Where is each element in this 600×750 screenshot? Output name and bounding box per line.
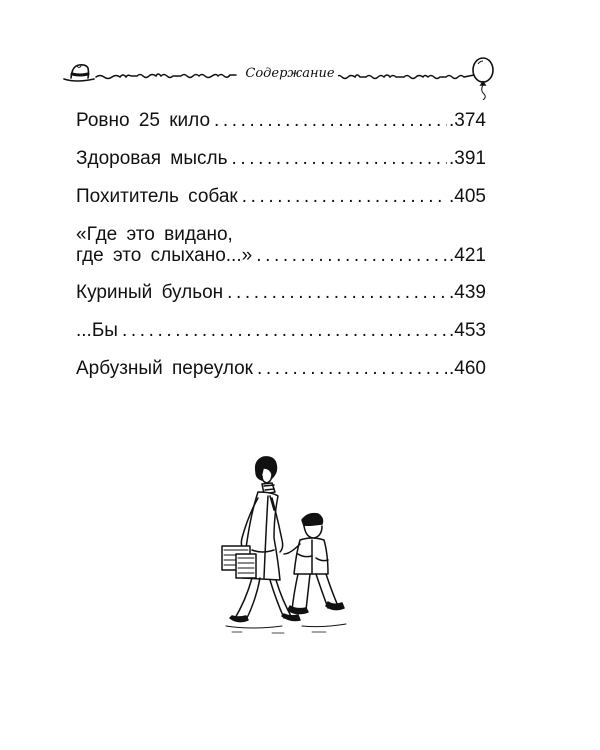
dot-leader — [231, 148, 447, 170]
toc-entry[interactable] — [76, 320, 486, 342]
balloon-icon — [473, 58, 493, 100]
dot-leader — [122, 320, 447, 342]
toc-entry[interactable] — [76, 358, 486, 380]
toc-entry-title: Ровно 25 кило — [76, 110, 211, 131]
table-of-contents — [76, 110, 486, 380]
toc-heading: Содержание — [242, 66, 338, 82]
dot-leader — [257, 358, 447, 380]
toc-entry-page: .374 — [449, 110, 486, 131]
dot-leader — [227, 282, 447, 304]
dot-leader — [214, 110, 447, 132]
toc-entry[interactable] — [76, 224, 486, 266]
mother-and-boy-walking-illustration — [212, 450, 352, 645]
boy-figure — [284, 514, 344, 614]
toc-entry-page: .391 — [449, 148, 486, 169]
toc-entry[interactable] — [76, 282, 486, 304]
dot-leader — [242, 186, 447, 208]
hat-icon — [64, 65, 94, 81]
dot-leader — [256, 245, 447, 266]
toc-entry-title: Куриный бульон — [76, 282, 224, 303]
toc-header — [62, 52, 510, 100]
toc-entry-page: .421 — [449, 245, 486, 266]
woman-figure — [222, 457, 300, 622]
toc-entry[interactable] — [76, 186, 486, 208]
toc-entry-page: .405 — [449, 186, 486, 207]
toc-entry-title: «Где это видано, где это слыхано...» — [76, 224, 253, 266]
right-flourish-line — [336, 75, 474, 79]
toc-entry[interactable] — [76, 148, 486, 170]
toc-entry-title: Здоровая мысль — [76, 148, 228, 169]
toc-entry-title: Похититель собак — [76, 186, 238, 207]
toc-entry-page: .460 — [449, 358, 486, 379]
toc-entry-page: .439 — [449, 282, 486, 303]
toc-entry-title: ...Бы — [76, 320, 118, 341]
toc-entry-page: .453 — [449, 320, 486, 341]
toc-entry[interactable] — [76, 110, 486, 132]
left-flourish-line — [96, 74, 236, 79]
toc-entry-title: Арбузный переулок — [76, 358, 253, 379]
